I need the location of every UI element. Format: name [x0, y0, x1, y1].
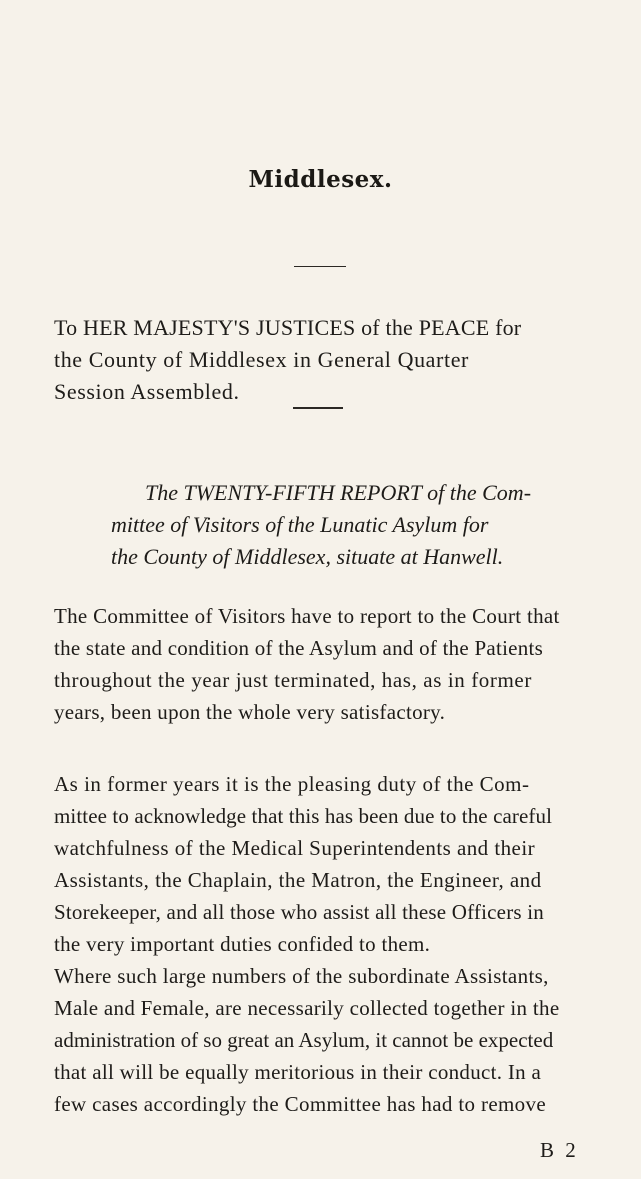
- address-line-text: the County of Middlesex in General Quarter: [54, 347, 469, 372]
- address-line-text: To HER MAJESTY'S JUSTICES of the PEACE for: [54, 315, 522, 340]
- paragraph-line: Male and Female, are necessarily collected together in the: [54, 996, 560, 1020]
- paragraph-line: watchfulness of the Medical Superintendents and their: [54, 836, 536, 860]
- divider-rule-middle: [293, 407, 343, 409]
- paragraph-3: [54, 960, 599, 1120]
- paragraph-line: that all will be equally meritorious in their conduct. In a: [54, 1060, 542, 1084]
- paragraph-line: As in former years it is the pleasing duty of the Com-: [54, 772, 530, 796]
- divider-rule-top: [294, 266, 346, 267]
- address-line: [54, 344, 594, 376]
- paragraph-line: years, been upon the whole very satisfactory.: [54, 700, 446, 724]
- paragraph-line: the state and condition of the Asylum and of the Patients: [54, 636, 543, 660]
- paragraph-line: Assistants, the Chaplain, the Matron, the Engineer, and: [54, 868, 542, 892]
- address-line: [54, 312, 594, 344]
- report-title-line: The TWENTY-FIFTH REPORT of the Com-: [145, 480, 532, 505]
- paragraph-line: mittee to acknowledge that this has been due to the careful: [54, 804, 553, 828]
- county-heading: Middlesex.: [248, 166, 393, 193]
- paragraph-1: [54, 600, 599, 728]
- paragraph-line: few cases accordingly the Committee has had to remove: [54, 1092, 547, 1116]
- paragraph-line: The Committee of Visitors have to report to the Court that: [54, 604, 560, 628]
- paragraph-line: throughout the year just terminated, has, as in former: [54, 668, 532, 692]
- paragraph-line: administration of so great an Asylum, it cannot be expected: [54, 1028, 554, 1052]
- signature-mark: B 2: [540, 1138, 579, 1162]
- paragraph-2: [54, 768, 599, 960]
- report-title: [54, 477, 594, 573]
- report-title-line: the County of Middlesex, situate at Hanwell.: [111, 544, 504, 569]
- address-block: [54, 312, 594, 408]
- address-line: [54, 376, 594, 408]
- address-line-text: Session Assembled.: [54, 379, 240, 404]
- paragraph-line: Storekeeper, and all those who assist all these Officers in: [54, 900, 544, 924]
- paragraph-line: Where such large numbers of the subordinate Assistants,: [54, 964, 549, 988]
- paragraph-line: the very important duties confided to them.: [54, 932, 431, 956]
- report-title-line: mittee of Visitors of the Lunatic Asylum for: [111, 512, 489, 537]
